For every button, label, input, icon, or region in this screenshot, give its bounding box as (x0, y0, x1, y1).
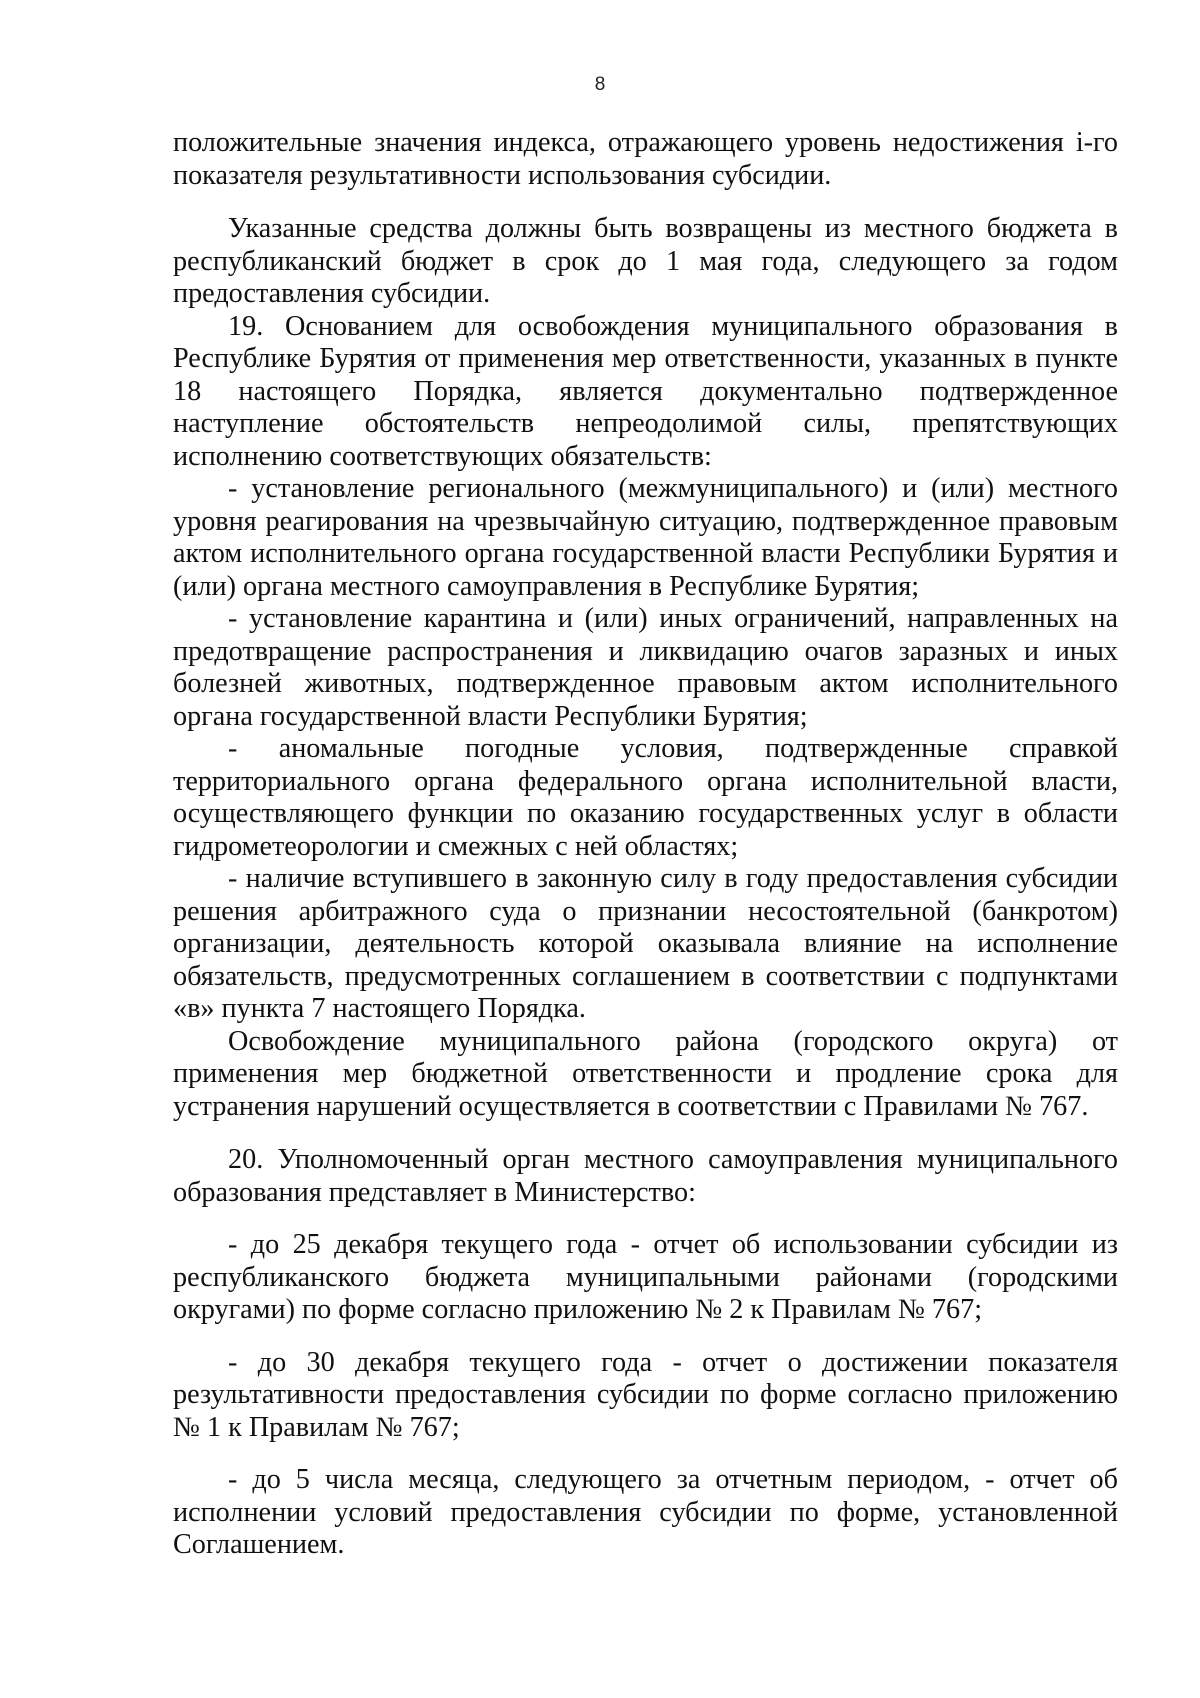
list-item-bankruptcy-decision: - наличие вступившего в законную силу в году предоставления субсидии решения арбитражного суда о признании несостоятельной (банкротом) организации, деятельность которой оказывала влияние на исполнение обязательств, предусмотренных соглашением в соответствии с подпунктами «в» пункта 7 настоящего Порядка. (173, 863, 1118, 1024)
list-item-monthly-report: - до 5 числа месяца, следующего за отчетным периодом, - отчет об исполнении условий предоставления субсидии по форме, установленной Соглашением. (173, 1464, 1118, 1560)
list-item-emergency-response: - установление регионального (межмуниципального) и (или) местного уровня реагирования на чрезвычайную ситуацию, подтвержденное правовым актом исполнительного органа государственной власти Республики Бурятия и (или) органа местного самоуправления в Республике Бурятия; (173, 473, 1118, 602)
page-number: 8 (594, 74, 606, 95)
paragraph-clause-20: 20. Уполномоченный орган местного самоуправления муниципального образования представляет в Министерство: (173, 1144, 1118, 1208)
paragraph-funds-return: Указанные средства должны быть возвращены из местного бюджета в республиканский бюджет в срок до 1 мая года, следующего за годом предоставления субсидии. (173, 213, 1118, 309)
list-item-quarantine: - установление карантина и (или) иных ограничений, направленных на предотвращение распространения и ликвидацию очагов заразных и иных болезней животных, подтвержденное правовым актом исполнительного органа государственной власти Республики Бурятия; (173, 603, 1118, 732)
list-item-report-december-25: - до 25 декабря текущего года - отчет об использовании субсидии из республиканского бюджета муниципальными районами (городскими округами) по форме согласно приложению № 2 к Правилам № 767; (173, 1229, 1118, 1325)
list-item-weather-conditions: - аномальные погодные условия, подтвержденные справкой территориального органа федерального органа исполнительной власти, осуществляющего функции по оказанию государственных услуг в области гидрометеорологии и смежных с ней областях; (173, 733, 1118, 862)
paragraph-exemption: Освобождение муниципального района (городского округа) от применения мер бюджетной ответственности и продление срока для устранения нарушений осуществляется в соответствии с Правилами № 767. (173, 1025, 1118, 1122)
paragraph-index-continuation: положительные значения индекса, отражающего уровень недостижения i-го показателя результативности использования субсидии. (173, 127, 1118, 191)
list-item-report-december-30: - до 30 декабря текущего года - отчет о достижении показателя результативности предоставления субсидии по форме согласно приложению № 1 к Правилам № 767; (173, 1346, 1118, 1443)
paragraph-clause-19: 19. Основанием для освобождения муниципального образования в Республике Бурятия от применения мер ответственности, указанных в пункте 18 настоящего Порядка, является документально подтвержденное наступление обстоятельств непреодолимой силы, препятствующих исполнению соответствующих обязательств: (173, 310, 1118, 472)
document-body (173, 127, 1118, 1562)
